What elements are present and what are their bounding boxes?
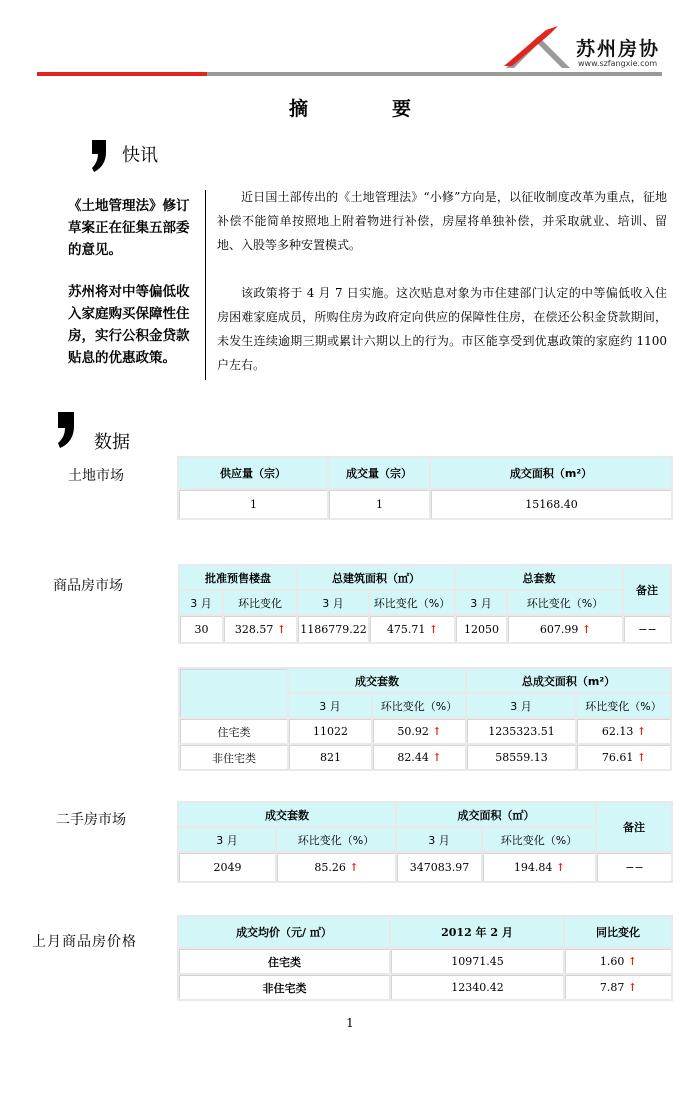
residential-area: 1235323.51 [467, 719, 575, 743]
price-table [177, 915, 673, 1001]
data-section-label: 数据 [94, 432, 130, 453]
row-label-residential: 住宅类 [179, 949, 389, 973]
up-arrow-icon: ↑ [636, 751, 647, 764]
second-hand-area: 347083.97 [397, 853, 481, 881]
comma-mark-icon [88, 138, 108, 174]
up-arrow-icon: ↑ [581, 623, 592, 636]
up-arrow-icon: ↑ [432, 725, 442, 738]
second-hand-market-label: 二手房市场 [56, 812, 126, 828]
second-hand-remark: −− [597, 853, 671, 881]
residential-price: 10971.45 [391, 949, 563, 973]
up-arrow-icon: ↑ [555, 861, 566, 874]
sub-change: 环比变化（%） [483, 828, 595, 851]
second-hand-area-change [483, 853, 595, 881]
sub-change: 环比变化（%） [373, 694, 465, 717]
up-arrow-icon: ↑ [627, 981, 638, 994]
cell-value: 1.60 [599, 955, 625, 968]
land-header-area: 成交面积（m²） [431, 458, 671, 488]
comma-mark-icon [54, 410, 76, 450]
commercial-presale-table [178, 564, 672, 644]
header-bar-gray [207, 72, 662, 76]
sub-month: 3 月 [298, 591, 368, 614]
news-paragraph-1: 近日国土部传出的《土地管理法》“小修”方向是，以征收制度改革为重点，征地补偿不能简单按照地上附着物进行补偿，房屋将单独补偿，并采取就业、培训、留地、入股等多种安置模式。 [217, 190, 667, 252]
units-change-value [508, 616, 622, 642]
row-label-nonresidential: 非住宅类 [180, 745, 287, 769]
units-month-value: 12050 [456, 616, 506, 642]
row-label-residential: 住宅类 [180, 719, 287, 743]
cell-value: 85.26 [314, 861, 346, 874]
nonresidential-price: 12340.42 [391, 975, 563, 999]
cell-value: 82.44 [397, 751, 429, 764]
header-remark: 备注 [624, 566, 670, 614]
nonresidential-area-change [577, 745, 670, 769]
second-hand-units-change [277, 853, 395, 881]
title-char-1: 摘 [288, 98, 308, 120]
sub-month: 3 月 [397, 828, 481, 851]
header-bar-red [37, 72, 207, 76]
cell-value: 62.13 [601, 725, 634, 738]
cell-value: 194.84 [513, 861, 553, 874]
residential-units: 11022 [289, 719, 371, 743]
cell-value: 7.87 [599, 981, 625, 994]
sub-month: 3 月 [456, 591, 506, 614]
header-remark: 备注 [597, 803, 671, 851]
nonresidential-price-change [565, 975, 671, 999]
page-number: 1 [346, 1016, 354, 1030]
second-hand-units: 2049 [179, 853, 275, 881]
cell-value: 475.71 [386, 623, 426, 636]
remark-value: −− [624, 616, 670, 642]
presale-month-value: 30 [180, 616, 222, 642]
up-arrow-icon: ↑ [432, 751, 442, 764]
news-divider [205, 190, 206, 380]
land-header-supply: 供应量（宗） [179, 458, 327, 488]
nonresidential-area: 58559.13 [467, 745, 575, 769]
sub-change: 环比变化（%） [508, 591, 622, 614]
cell-value: 328.57 [234, 623, 274, 636]
blank-corner [180, 669, 287, 717]
header-deal-area: 总成交面积（m²） [467, 669, 670, 692]
page-title [0, 94, 700, 121]
price-label: 上月商品房价格 [32, 934, 137, 950]
row-label-nonresidential: 非住宅类 [179, 975, 389, 999]
header-total-units: 总套数 [456, 566, 622, 589]
title-char-2: 要 [392, 98, 412, 120]
up-arrow-icon: ↑ [636, 725, 647, 738]
presale-change-value [224, 616, 296, 642]
sub-change: 环比变化（%） [370, 591, 454, 614]
land-market-table [177, 456, 673, 520]
cell-value: 50.92 [397, 725, 429, 738]
land-area-value: 15168.40 [431, 490, 671, 518]
brand-url: www.szfangxie.com [578, 59, 658, 68]
sub-change: 环比变化（%） [277, 828, 395, 851]
header-presale: 批准预售楼盘 [180, 566, 296, 589]
news-paragraph-2: 该政策将于 4 月 7 日实施。这次贴息对象为市住建部门认定的中等偏低收入住房困难家庭成员，所购住房为政府定向供应的保障性住房，在偿还公积金贷款期间，未发生连续逾期三期或累计六期以上的行为。市区能享受到优惠政策的家庭约 1100 户左右。 [217, 286, 667, 372]
residential-price-change [565, 949, 671, 973]
nonresidential-units-change [373, 745, 465, 769]
news-summary-2: 苏州将对中等偏低收入家庭购买保障性住房，实行公积金贷款贴息的优惠政策。 [68, 284, 190, 366]
residential-area-change [577, 719, 670, 743]
second-hand-table [177, 801, 673, 883]
area-change-value [370, 616, 454, 642]
brand-name: 苏州房协 [576, 38, 661, 60]
sub-change: 环比变化（%） [577, 694, 670, 717]
cell-value: 607.99 [539, 623, 579, 636]
header-deal-units: 成交套数 [179, 803, 395, 826]
up-arrow-icon: ↑ [349, 861, 359, 874]
up-arrow-icon: ↑ [627, 955, 638, 968]
commercial-market-label: 商品房市场 [53, 578, 123, 594]
residential-units-change [373, 719, 465, 743]
cell-value: 76.61 [601, 751, 634, 764]
news-summary-1: 《土地管理法》修订草案正在征集五部委的意见。 [68, 198, 190, 258]
header-avg-price: 成交均价（元/ ㎡） [179, 917, 389, 947]
sub-month: 3 月 [289, 694, 371, 717]
up-arrow-icon: ↑ [276, 623, 287, 636]
header-yoy-change: 同比变化 [565, 917, 671, 947]
sub-change: 环比变化 [224, 591, 296, 614]
sub-month: 3 月 [467, 694, 575, 717]
sub-month: 3 月 [180, 591, 222, 614]
up-arrow-icon: ↑ [428, 623, 439, 636]
land-deals-value: 1 [329, 490, 429, 518]
land-header-deals: 成交量（宗） [329, 458, 429, 488]
sub-month: 3 月 [179, 828, 275, 851]
news-section-label: 快讯 [122, 145, 158, 166]
header-deal-units: 成交套数 [289, 669, 465, 692]
land-supply-value: 1 [179, 490, 327, 518]
commercial-transaction-table [178, 667, 672, 771]
nonresidential-units: 821 [289, 745, 371, 769]
header-month: 2012 年 2 月 [391, 917, 563, 947]
logo-mark-icon [502, 26, 574, 72]
header-deal-area: 成交面积（㎡） [397, 803, 595, 826]
header-total-area: 总建筑面积（㎡） [298, 566, 454, 589]
area-month-value: 1186779.22 [298, 616, 368, 642]
land-market-label: 土地市场 [68, 468, 124, 484]
